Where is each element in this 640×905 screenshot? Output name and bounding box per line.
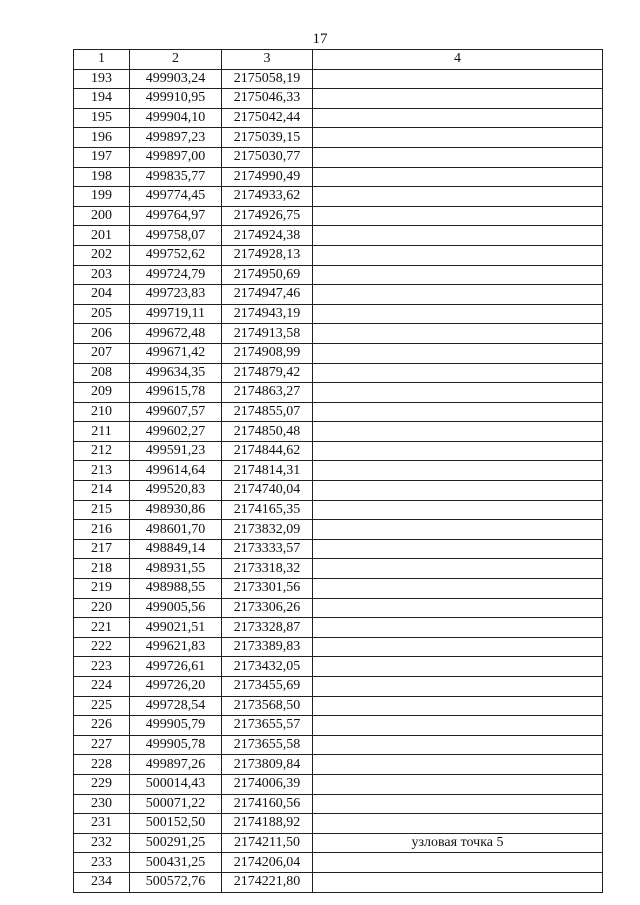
note-cell	[313, 598, 603, 618]
note-cell	[313, 618, 603, 638]
point-number-cell: 214	[74, 481, 130, 501]
x-coordinate-cell: 499671,42	[130, 343, 222, 363]
table-row	[74, 755, 603, 775]
table-row	[74, 226, 603, 246]
table-row	[74, 304, 603, 324]
y-coordinate-cell: 2173328,87	[222, 618, 313, 638]
x-coordinate-cell: 499614,64	[130, 461, 222, 481]
point-number-cell: 232	[74, 833, 130, 853]
table-row	[74, 461, 603, 481]
x-coordinate-cell: 499897,23	[130, 128, 222, 148]
y-coordinate-cell: 2175030,77	[222, 147, 313, 167]
table-row	[74, 324, 603, 344]
note-cell	[313, 696, 603, 716]
table-row	[74, 559, 603, 579]
y-coordinate-cell: 2173655,57	[222, 716, 313, 736]
point-number-cell: 204	[74, 285, 130, 305]
point-number-cell: 230	[74, 794, 130, 814]
point-number-cell: 220	[74, 598, 130, 618]
point-number-cell: 193	[74, 69, 130, 89]
note-cell	[313, 677, 603, 697]
table-row	[74, 774, 603, 794]
point-number-cell: 229	[74, 774, 130, 794]
x-coordinate-cell: 499764,97	[130, 206, 222, 226]
table-row	[74, 735, 603, 755]
note-cell	[313, 755, 603, 775]
table-row	[74, 833, 603, 853]
note-cell	[313, 69, 603, 89]
note-cell	[313, 520, 603, 540]
note-cell	[313, 108, 603, 128]
note-cell	[313, 539, 603, 559]
table-row	[74, 598, 603, 618]
note-cell	[313, 245, 603, 265]
note-cell	[313, 441, 603, 461]
note-cell	[313, 657, 603, 677]
note-cell	[313, 363, 603, 383]
x-coordinate-cell: 499774,45	[130, 187, 222, 207]
point-number-cell: 222	[74, 637, 130, 657]
x-coordinate-cell: 500152,50	[130, 814, 222, 834]
table-row	[74, 402, 603, 422]
table-row	[74, 539, 603, 559]
table-row	[74, 794, 603, 814]
note-cell	[313, 226, 603, 246]
y-coordinate-cell: 2174814,31	[222, 461, 313, 481]
point-number-cell: 210	[74, 402, 130, 422]
table-row	[74, 481, 603, 501]
note-cell	[313, 206, 603, 226]
y-coordinate-cell: 2174855,07	[222, 402, 313, 422]
y-coordinate-cell: 2173389,83	[222, 637, 313, 657]
y-coordinate-cell: 2174844,62	[222, 441, 313, 461]
table-row	[74, 696, 603, 716]
x-coordinate-cell: 499758,07	[130, 226, 222, 246]
point-number-cell: 199	[74, 187, 130, 207]
y-coordinate-cell: 2173318,32	[222, 559, 313, 579]
x-coordinate-cell: 498849,14	[130, 539, 222, 559]
table-row	[74, 167, 603, 187]
note-cell	[313, 559, 603, 579]
y-coordinate-cell: 2174188,92	[222, 814, 313, 834]
x-coordinate-cell: 500014,43	[130, 774, 222, 794]
point-number-cell: 233	[74, 853, 130, 873]
point-number-cell: 208	[74, 363, 130, 383]
x-coordinate-cell: 499591,23	[130, 441, 222, 461]
x-coordinate-cell: 499607,57	[130, 402, 222, 422]
note-cell	[313, 402, 603, 422]
y-coordinate-cell: 2174928,13	[222, 245, 313, 265]
y-coordinate-cell: 2174165,35	[222, 500, 313, 520]
y-coordinate-cell: 2173568,50	[222, 696, 313, 716]
x-coordinate-cell: 500071,22	[130, 794, 222, 814]
note-cell	[313, 383, 603, 403]
table-row	[74, 343, 603, 363]
note-cell	[313, 265, 603, 285]
page-number: 17	[312, 31, 328, 47]
y-coordinate-cell: 2173301,56	[222, 579, 313, 599]
point-number-cell: 206	[74, 324, 130, 344]
y-coordinate-cell: 2174006,39	[222, 774, 313, 794]
note-cell	[313, 500, 603, 520]
y-coordinate-cell: 2174863,27	[222, 383, 313, 403]
x-coordinate-cell: 498601,70	[130, 520, 222, 540]
point-number-cell: 234	[74, 872, 130, 892]
x-coordinate-cell: 499905,79	[130, 716, 222, 736]
x-coordinate-cell: 499719,11	[130, 304, 222, 324]
y-coordinate-cell: 2174221,80	[222, 872, 313, 892]
point-number-cell: 203	[74, 265, 130, 285]
y-coordinate-cell: 2174206,04	[222, 853, 313, 873]
x-coordinate-cell: 498930,86	[130, 500, 222, 520]
x-coordinate-cell: 499724,79	[130, 265, 222, 285]
table-row	[74, 872, 603, 892]
point-number-cell: 212	[74, 441, 130, 461]
x-coordinate-cell: 499897,26	[130, 755, 222, 775]
x-coordinate-cell: 500572,76	[130, 872, 222, 892]
table-row	[74, 500, 603, 520]
x-coordinate-cell: 498931,55	[130, 559, 222, 579]
point-number-cell: 201	[74, 226, 130, 246]
note-cell	[313, 735, 603, 755]
column-header-1: 1	[74, 50, 130, 70]
note-cell	[313, 422, 603, 442]
y-coordinate-cell: 2173432,05	[222, 657, 313, 677]
table-row	[74, 520, 603, 540]
note-cell: узловая точка 5	[313, 833, 603, 853]
table-row	[74, 677, 603, 697]
x-coordinate-cell: 499520,83	[130, 481, 222, 501]
y-coordinate-cell: 2174947,46	[222, 285, 313, 305]
point-number-cell: 209	[74, 383, 130, 403]
table-row	[74, 245, 603, 265]
column-header-2: 2	[130, 50, 222, 70]
x-coordinate-cell: 499904,10	[130, 108, 222, 128]
point-number-cell: 216	[74, 520, 130, 540]
note-cell	[313, 343, 603, 363]
note-cell	[313, 794, 603, 814]
table-row	[74, 147, 603, 167]
note-cell	[313, 324, 603, 344]
x-coordinate-cell: 499903,24	[130, 69, 222, 89]
table-row	[74, 69, 603, 89]
y-coordinate-cell: 2175042,44	[222, 108, 313, 128]
note-cell	[313, 774, 603, 794]
table-row	[74, 657, 603, 677]
x-coordinate-cell: 499897,00	[130, 147, 222, 167]
table-row	[74, 187, 603, 207]
x-coordinate-cell: 499634,35	[130, 363, 222, 383]
point-number-cell: 196	[74, 128, 130, 148]
y-coordinate-cell: 2174160,56	[222, 794, 313, 814]
x-coordinate-cell: 499726,20	[130, 677, 222, 697]
note-cell	[313, 461, 603, 481]
y-coordinate-cell: 2174211,50	[222, 833, 313, 853]
point-number-cell: 221	[74, 618, 130, 638]
table-row	[74, 637, 603, 657]
point-number-cell: 213	[74, 461, 130, 481]
x-coordinate-cell: 499728,54	[130, 696, 222, 716]
coordinates-table	[73, 49, 603, 893]
table-body	[74, 69, 603, 892]
point-number-cell: 215	[74, 500, 130, 520]
y-coordinate-cell: 2174950,69	[222, 265, 313, 285]
point-number-cell: 197	[74, 147, 130, 167]
y-coordinate-cell: 2174926,75	[222, 206, 313, 226]
table-row	[74, 422, 603, 442]
table-row	[74, 814, 603, 834]
table-row	[74, 89, 603, 109]
note-cell	[313, 814, 603, 834]
note-cell	[313, 89, 603, 109]
note-cell	[313, 285, 603, 305]
y-coordinate-cell: 2174924,38	[222, 226, 313, 246]
point-number-cell: 207	[74, 343, 130, 363]
note-cell	[313, 579, 603, 599]
point-number-cell: 227	[74, 735, 130, 755]
note-cell	[313, 853, 603, 873]
note-cell	[313, 128, 603, 148]
x-coordinate-cell: 499905,78	[130, 735, 222, 755]
x-coordinate-cell: 499723,83	[130, 285, 222, 305]
point-number-cell: 226	[74, 716, 130, 736]
x-coordinate-cell: 499835,77	[130, 167, 222, 187]
table-row	[74, 206, 603, 226]
column-header-3: 3	[222, 50, 313, 70]
x-coordinate-cell: 500291,25	[130, 833, 222, 853]
point-number-cell: 218	[74, 559, 130, 579]
note-cell	[313, 637, 603, 657]
y-coordinate-cell: 2173655,58	[222, 735, 313, 755]
note-cell	[313, 187, 603, 207]
point-number-cell: 217	[74, 539, 130, 559]
x-coordinate-cell: 499752,62	[130, 245, 222, 265]
table-row	[74, 108, 603, 128]
x-coordinate-cell: 499615,78	[130, 383, 222, 403]
y-coordinate-cell: 2174990,49	[222, 167, 313, 187]
point-number-cell: 224	[74, 677, 130, 697]
table-row	[74, 383, 603, 403]
point-number-cell: 228	[74, 755, 130, 775]
x-coordinate-cell: 499021,51	[130, 618, 222, 638]
point-number-cell: 200	[74, 206, 130, 226]
y-coordinate-cell: 2174740,04	[222, 481, 313, 501]
note-cell	[313, 167, 603, 187]
table-row	[74, 716, 603, 736]
y-coordinate-cell: 2175058,19	[222, 69, 313, 89]
x-coordinate-cell: 500431,25	[130, 853, 222, 873]
point-number-cell: 198	[74, 167, 130, 187]
table-row	[74, 441, 603, 461]
table-row	[74, 618, 603, 638]
x-coordinate-cell: 499672,48	[130, 324, 222, 344]
y-coordinate-cell: 2173455,69	[222, 677, 313, 697]
table-row	[74, 579, 603, 599]
table-row	[74, 128, 603, 148]
y-coordinate-cell: 2174913,58	[222, 324, 313, 344]
point-number-cell: 225	[74, 696, 130, 716]
y-coordinate-cell: 2173832,09	[222, 520, 313, 540]
x-coordinate-cell: 499005,56	[130, 598, 222, 618]
table-header-row	[74, 50, 603, 70]
point-number-cell: 219	[74, 579, 130, 599]
x-coordinate-cell: 499726,61	[130, 657, 222, 677]
point-number-cell: 194	[74, 89, 130, 109]
y-coordinate-cell: 2174850,48	[222, 422, 313, 442]
table-row	[74, 853, 603, 873]
y-coordinate-cell: 2175046,33	[222, 89, 313, 109]
y-coordinate-cell: 2174943,19	[222, 304, 313, 324]
point-number-cell: 211	[74, 422, 130, 442]
table-row	[74, 265, 603, 285]
x-coordinate-cell: 498988,55	[130, 579, 222, 599]
table-row	[74, 285, 603, 305]
x-coordinate-cell: 499602,27	[130, 422, 222, 442]
column-header-4: 4	[313, 50, 603, 70]
note-cell	[313, 481, 603, 501]
y-coordinate-cell: 2175039,15	[222, 128, 313, 148]
x-coordinate-cell: 499910,95	[130, 89, 222, 109]
y-coordinate-cell: 2174908,99	[222, 343, 313, 363]
point-number-cell: 202	[74, 245, 130, 265]
point-number-cell: 223	[74, 657, 130, 677]
note-cell	[313, 304, 603, 324]
point-number-cell: 231	[74, 814, 130, 834]
note-cell	[313, 147, 603, 167]
note-cell	[313, 716, 603, 736]
y-coordinate-cell: 2174933,62	[222, 187, 313, 207]
point-number-cell: 195	[74, 108, 130, 128]
y-coordinate-cell: 2174879,42	[222, 363, 313, 383]
point-number-cell: 205	[74, 304, 130, 324]
x-coordinate-cell: 499621,83	[130, 637, 222, 657]
y-coordinate-cell: 2173809,84	[222, 755, 313, 775]
note-cell	[313, 872, 603, 892]
y-coordinate-cell: 2173306,26	[222, 598, 313, 618]
table-row	[74, 363, 603, 383]
y-coordinate-cell: 2173333,57	[222, 539, 313, 559]
